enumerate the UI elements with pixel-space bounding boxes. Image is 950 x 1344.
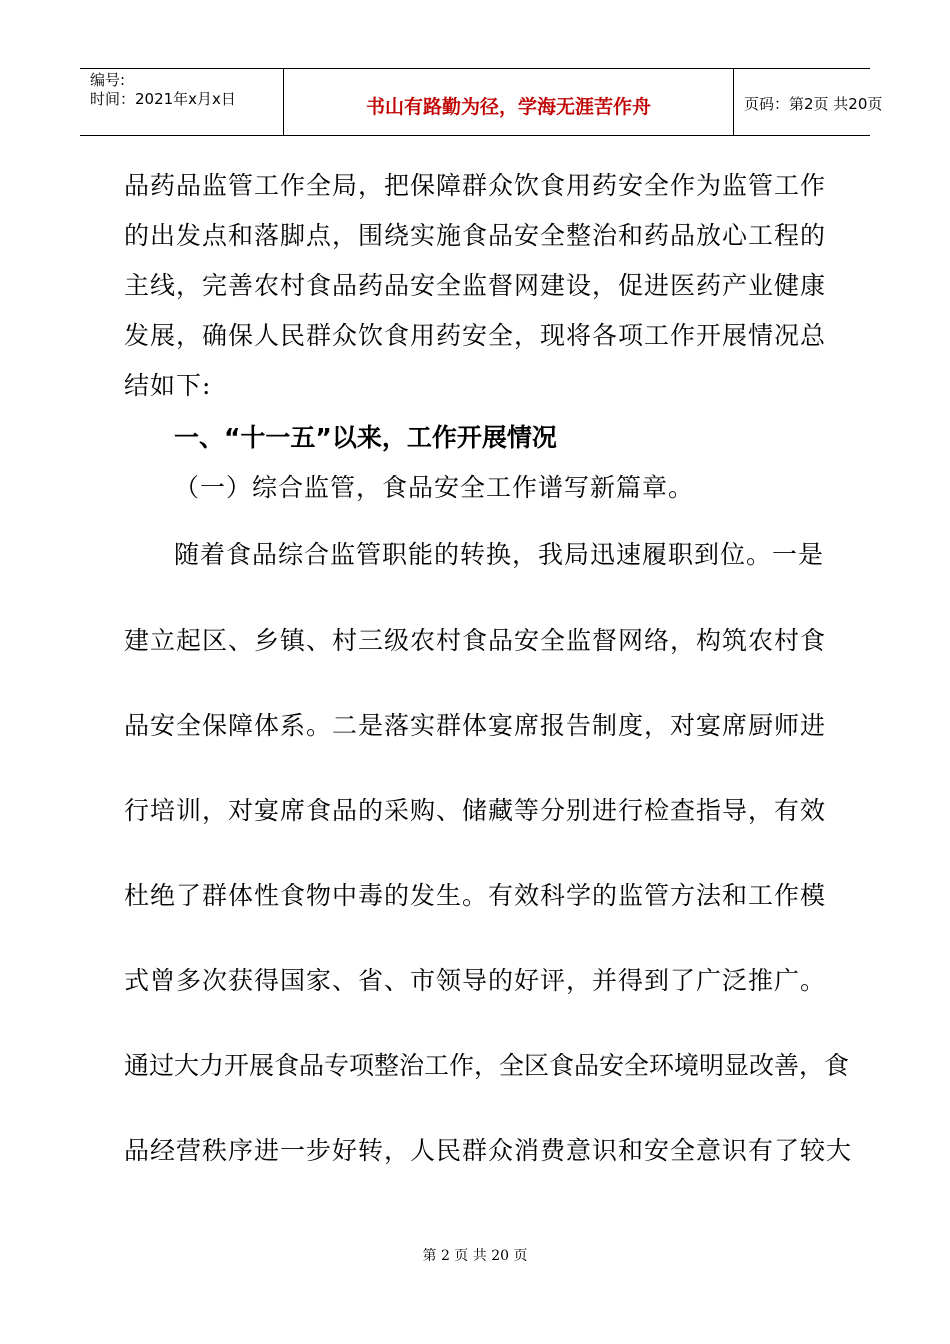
body-line: 品药品监管工作全局，把保障群众饮食用药安全作为监管工作 [124,171,827,200]
body-line: 主线，完善农村食品药品安全监督网建设，促进医药产业健康 [124,271,827,300]
body-line: 品安全保障体系。二是落实群体宴席报告制度，对宴席厨师进 [124,711,827,740]
body-line: 品经营秩序进一步好转，人民群众消费意识和安全意识有了较大 [124,1136,853,1165]
subsection-heading: （一）综合监管，食品安全工作谱写新篇章。 [174,473,695,502]
body-line: 式曾多次获得国家、省、市领导的好评，并得到了广泛推广。 [124,966,827,995]
header-motto: 书山有路勤为径，学海无涯苦作舟 [365,96,651,118]
document-time-label: 时间：2021年x月x日 [90,90,236,108]
header-page-code: 页码：第2页 共20页 [744,95,883,113]
body-line: 的出发点和落脚点，围绕实施食品安全整治和药品放心工程的 [124,221,827,250]
document-number-label: 编号: [90,71,126,89]
body-line: 结如下: [124,371,212,400]
header-motto-cell [284,69,734,135]
section-heading: 一、“十一五”以来，工作开展情况 [174,423,557,452]
page-footer: 第 2 页 共 20 页 [422,1248,528,1264]
body-line: 发展，确保人民群众饮食用药安全，现将各项工作开展情况总 [124,321,827,350]
page-header [80,68,883,136]
body-line: 建立起区、乡镇、村三级农村食品安全监督网络，构筑农村食 [124,626,827,655]
header-page-cell [734,69,883,135]
body-line: 通过大力开展食品专项整治工作，全区食品安全环境明显改善，食 [124,1051,850,1080]
header-meta-cell [80,69,284,135]
body-line: 行培训，对宴席食品的采购、储藏等分别进行检查指导，有效 [124,796,827,825]
body-line: 随着食品综合监管职能的转换，我局迅速履职到位。一是 [174,540,825,569]
body-line: 杜绝了群体性食物中毒的发生。有效科学的监管方法和工作模 [124,881,827,910]
